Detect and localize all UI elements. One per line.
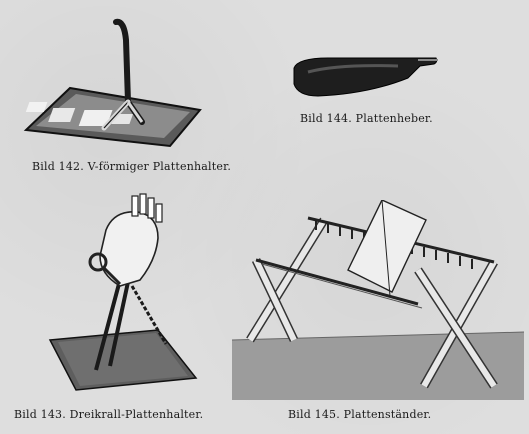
figure-143-three-claw-holder	[28, 190, 208, 400]
caption-figure-144: Bild 144. Plattenheber.	[300, 112, 433, 125]
illustration-plate-lifter	[288, 48, 448, 103]
figure-145-plate-stand	[232, 200, 524, 400]
figure-142-v-plate-holder	[20, 18, 220, 148]
figure-144-plate-lifter	[288, 48, 448, 103]
caption-figure-145: Bild 145. Plattenständer.	[288, 408, 432, 421]
caption-figure-143: Bild 143. Dreikrall-Plattenhalter.	[14, 408, 204, 421]
illustration-v-plate-holder	[20, 18, 220, 148]
caption-figure-142: Bild 142. V-förmiger Plattenhalter.	[32, 160, 232, 173]
illustration-three-claw-holder	[28, 190, 208, 400]
illustration-plate-stand	[232, 200, 524, 400]
